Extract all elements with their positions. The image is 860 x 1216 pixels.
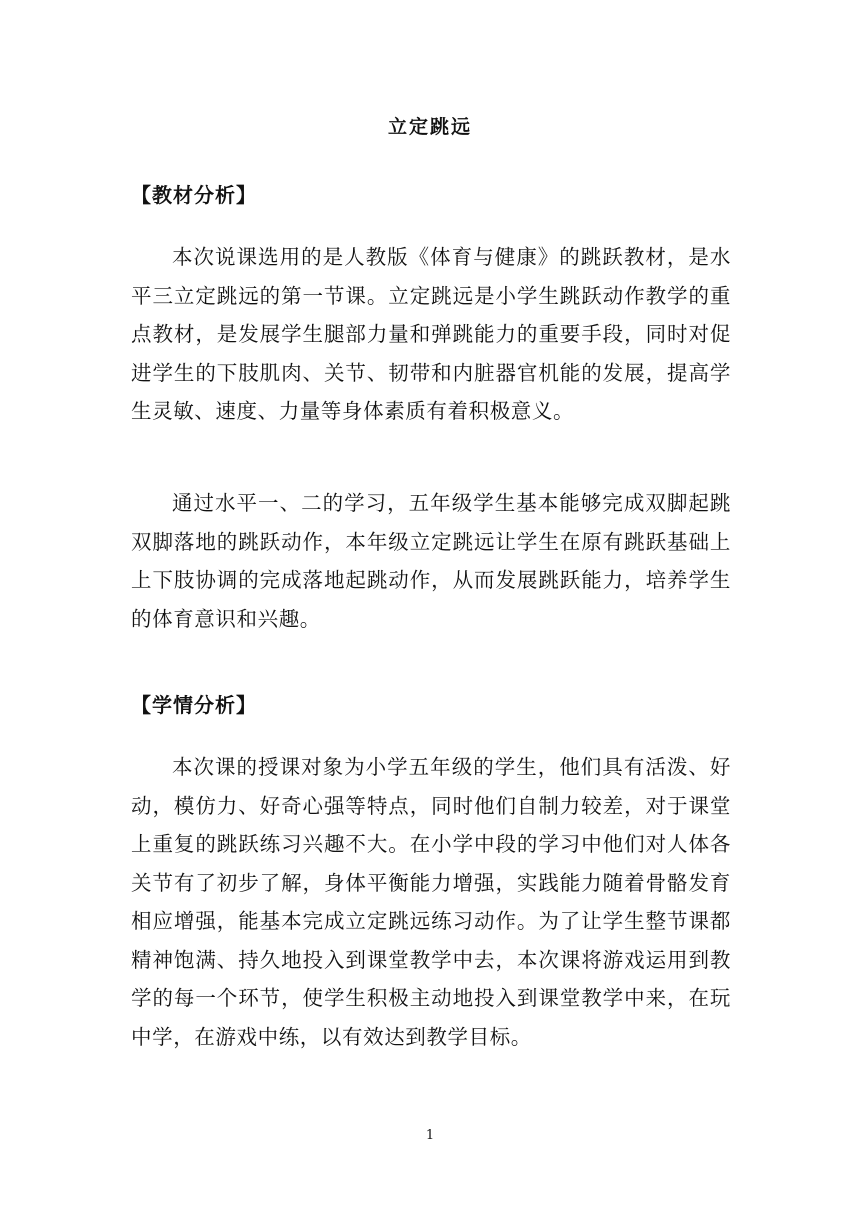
paragraph-textbook-analysis-1: 本次说课选用的是人教版《体育与健康》的跳跃教材，是水平三立定跳远的第一节课。立定跳远是小学生跳跃动作教学的重点教材，是发展学生腿部力量和弹跳能力的重要手段，同时对促进学生的下肢肌肉、关节、韧带和内脏器官机能的发展，提高学生灵敏、速度、力量等身体素质有着积极意义。 xyxy=(131,245,731,423)
page-number: 1 xyxy=(425,1128,435,1143)
paragraph-student-analysis-1: 本次课的授课对象为小学五年级的学生，他们具有活泼、好动，模仿力、好奇心强等特点，同时他们自制力较差，对于课堂上重复的跳跃练习兴趣不大。在小学中段的学习中他们对人体各关节有了初步了解，身体平衡能力增强，实践能力随着骨骼发育相应增强，能基本完成立定跳远练习动作。为了让学生整节课都精神饱满、持久地投入到课堂教学中去，本次课将游戏运用到教学的每一个环节，使学生积极主动地投入到课堂教学中来，在玩中学，在游戏中练，以有效达到教学目标。 xyxy=(131,755,731,1049)
section-heading-student-analysis: 【学情分析】 xyxy=(131,693,257,717)
document-title: 立定跳远 xyxy=(387,116,472,138)
section-heading-textbook-analysis: 【教材分析】 xyxy=(131,183,257,207)
paragraph-textbook-analysis-2: 通过水平一、二的学习，五年级学生基本能够完成双脚起跳双脚落地的跳跃动作，本年级立定跳远让学生在原有跳跃基础上上下肢协调的完成落地起跳动作，从而发展跳跃能力，培养学生的体育意识和兴趣。 xyxy=(131,491,731,631)
